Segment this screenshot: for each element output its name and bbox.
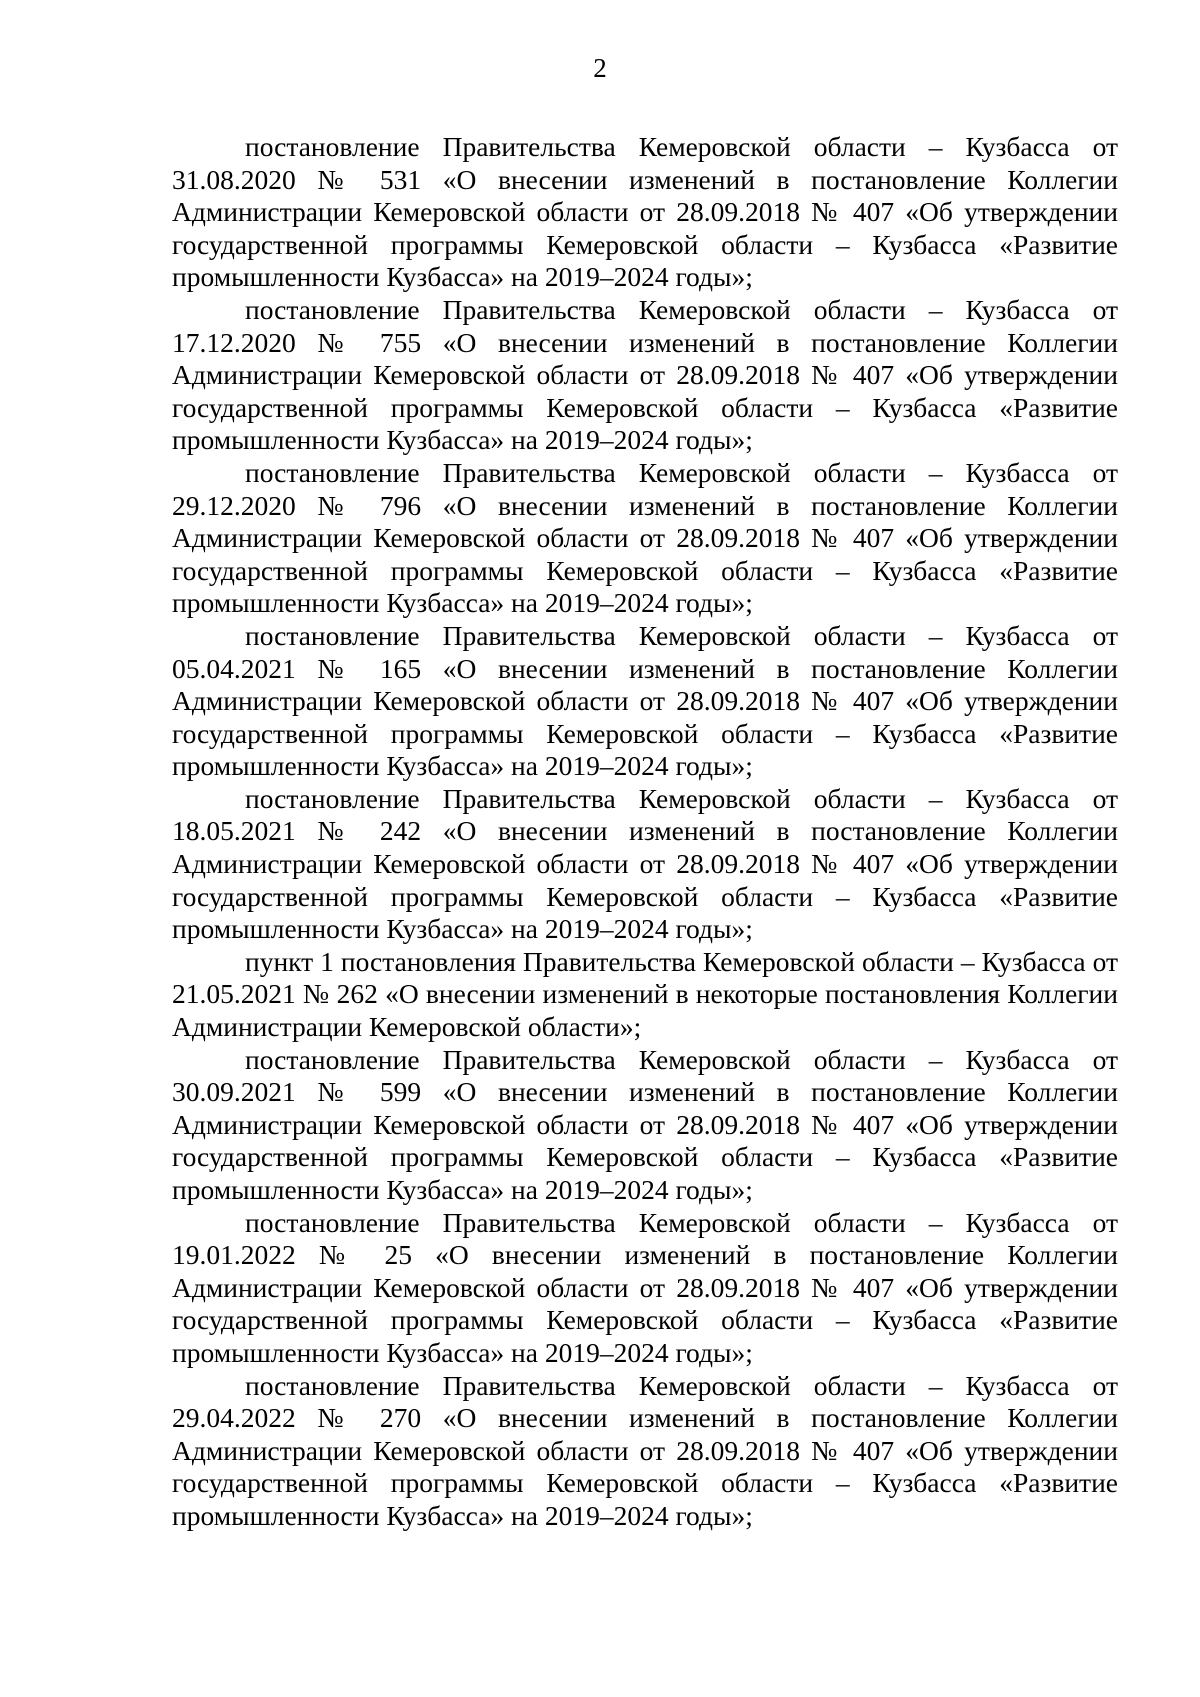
list-item-paragraph: постановление Правительства Кемеровской области – Кузбасса от 29.12.2020 № 796 «О внесении изменений в постановление Коллегии Администрации Кемеровской области от 28.09.2018 № 407 «Об утверждении государственной программы Кемеровской области – Кузбасса «Развитие промышленности Кузбасса» на 2019–2024 годы»; [172, 456, 1118, 619]
list-item-paragraph: постановление Правительства Кемеровской области – Кузбасса от 19.01.2022 № 25 «О внесении изменений в постановление Коллегии Администрации Кемеровской области от 28.09.2018 № 407 «Об утверждении государственной программы Кемеровской области – Кузбасса «Развитие промышленности Кузбасса» на 2019–2024 годы»; [172, 1206, 1118, 1368]
document-body [172, 131, 1118, 1533]
list-item-paragraph: постановление Правительства Кемеровской области – Кузбасса от 29.04.2022 № 270 «О внесении изменений в постановление Коллегии Администрации Кемеровской области от 28.09.2018 № 407 «Об утверждении государственной программы Кемеровской области – Кузбасса «Развитие промышленности Кузбасса» на 2019–2024 годы»; [172, 1369, 1118, 1531]
list-item-paragraph: постановление Правительства Кемеровской области – Кузбасса от 30.09.2021 № 599 «О внесении изменений в постановление Коллегии Администрации Кемеровской области от 28.09.2018 № 407 «Об утверждении государственной программы Кемеровской области – Кузбасса «Развитие промышленности Кузбасса» на 2019–2024 годы»; [172, 1043, 1118, 1205]
page-number: 2 [593, 53, 607, 83]
list-item-paragraph: постановление Правительства Кемеровской области – Кузбасса от 05.04.2021 № 165 «О внесении изменений в постановление Коллегии Администрации Кемеровской области от 28.09.2018 № 407 «Об утверждении государственной программы Кемеровской области – Кузбасса «Развитие промышленности Кузбасса» на 2019–2024 годы»; [172, 619, 1118, 782]
list-item-paragraph: постановление Правительства Кемеровской области – Кузбасса от 17.12.2020 № 755 «О внесении изменений в постановление Коллегии Администрации Кемеровской области от 28.09.2018 № 407 «Об утверждении государственной программы Кемеровской области – Кузбасса «Развитие промышленности Кузбасса» на 2019–2024 годы»; [172, 293, 1118, 456]
list-item-paragraph: постановление Правительства Кемеровской области – Кузбасса от 18.05.2021 № 242 «О внесении изменений в постановление Коллегии Администрации Кемеровской области от 28.09.2018 № 407 «Об утверждении государственной программы Кемеровской области – Кузбасса «Развитие промышленности Кузбасса» на 2019–2024 годы»; [172, 782, 1118, 945]
list-item-paragraph: пункт 1 постановления Правительства Кемеровской области – Кузбасса от 21.05.2021 № 262 «О внесении изменений в некоторые постановления Коллегии Администрации Кемеровской области»; [172, 945, 1118, 1043]
list-item-paragraph: постановление Правительства Кемеровской области – Кузбасса от 31.08.2020 № 531 «О внесении изменений в постановление Коллегии Администрации Кемеровской области от 28.09.2018 № 407 «Об утверждении государственной программы Кемеровской области – Кузбасса «Развитие промышленности Кузбасса» на 2019–2024 годы»; [172, 131, 1118, 293]
